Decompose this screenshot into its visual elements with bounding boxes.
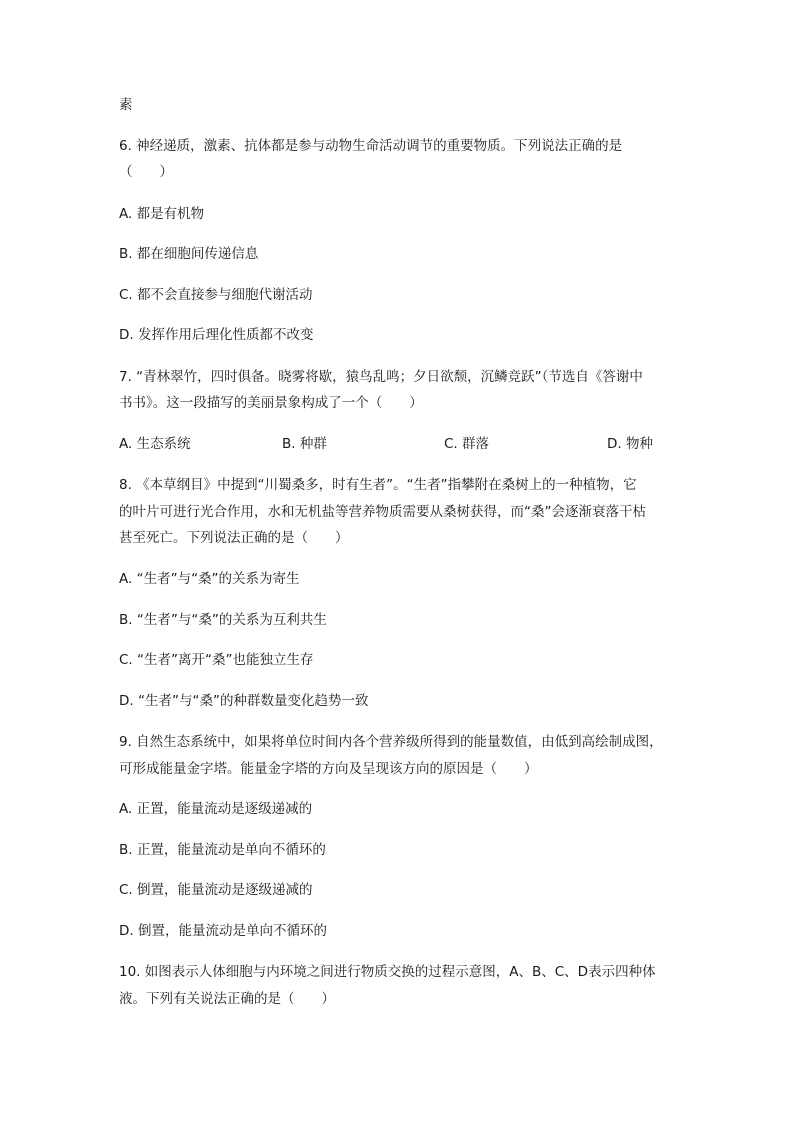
question-6-option-a: A. 都是有机物: [119, 206, 205, 222]
question-7-option-a: A. 生态系统: [119, 436, 191, 452]
question-8-stem-line-1: 8. 《本草纲目》中提到“川蜀桑多，时有生者”。“生者”指攀附在桑树上的一种植物，它: [119, 477, 637, 493]
question-6-option-c: C. 都不会直接参与细胞代谢活动: [119, 287, 313, 303]
question-9-stem-line-1: 9. 自然生态系统中，如果将单位时间内各个营养级所得到的能量数值，由低到高绘制成图，: [119, 734, 663, 750]
question-9-option-a: A. 正置，能量流动是逐级递减的: [119, 801, 313, 817]
question-6-option-d: D. 发挥作用后理化性质都不改变: [119, 327, 314, 343]
question-9-option-d: D. 倒置，能量流动是单向不循环的: [119, 923, 327, 939]
question-8-stem-line-2: 的叶片可进行光合作用，水和无机盐等营养物质需要从桑树获得，而“桑”会逐渐衰落干枯: [119, 504, 646, 520]
question-6-stem-line-1: 6. 神经递质，激素、抗体都是参与动物生命活动调节的重要物质。下列说法正确的是: [119, 138, 623, 154]
question-9-option-c: C. 倒置，能量流动是逐级递减的: [119, 882, 313, 898]
question-7-stem-line-2: 书书》。这一段描写的美丽景象构成了一个（ ）: [119, 395, 423, 411]
question-7-option-d: D. 物种: [607, 436, 653, 452]
question-6-stem-line-2: （ ）: [119, 164, 173, 180]
question-7-stem-line-1: 7. “青林翠竹，四时俱备。晓雾将歇，猿鸟乱鸣；夕日欲颓，沉鳞竞跃”（节选自《答谢中: [119, 369, 643, 385]
carry-over-text: 素: [119, 97, 133, 113]
question-10-stem-line-2: 液。下列有关说法正确的是（ ）: [119, 991, 335, 1007]
question-7-option-b: B. 种群: [282, 436, 327, 452]
question-8-stem-line-3: 甚至死亡。下列说法正确的是（ ）: [119, 530, 349, 546]
question-10-stem-line-1: 10. 如图表示人体细胞与内环境之间进行物质交换的过程示意图，A、B、C、D表示四种体: [119, 964, 656, 980]
question-6-option-b: B. 都在细胞间传递信息: [119, 246, 259, 262]
question-8-option-b: B. “生者”与“桑”的关系为互利共生: [119, 612, 327, 628]
question-9-option-b: B. 正置，能量流动是单向不循环的: [119, 842, 326, 858]
question-8-option-a: A. “生者”与“桑”的关系为寄生: [119, 571, 300, 587]
question-8-option-c: C. “生者”离开“桑”也能独立生存: [119, 652, 314, 668]
question-7-option-c: C. 群落: [444, 436, 490, 452]
question-8-option-d: D. “生者”与“桑”的种群数量变化趋势一致: [119, 693, 369, 709]
question-9-stem-line-2: 可形成能量金字塔。能量金字塔的方向及呈现该方向的原因是（ ）: [119, 761, 538, 777]
